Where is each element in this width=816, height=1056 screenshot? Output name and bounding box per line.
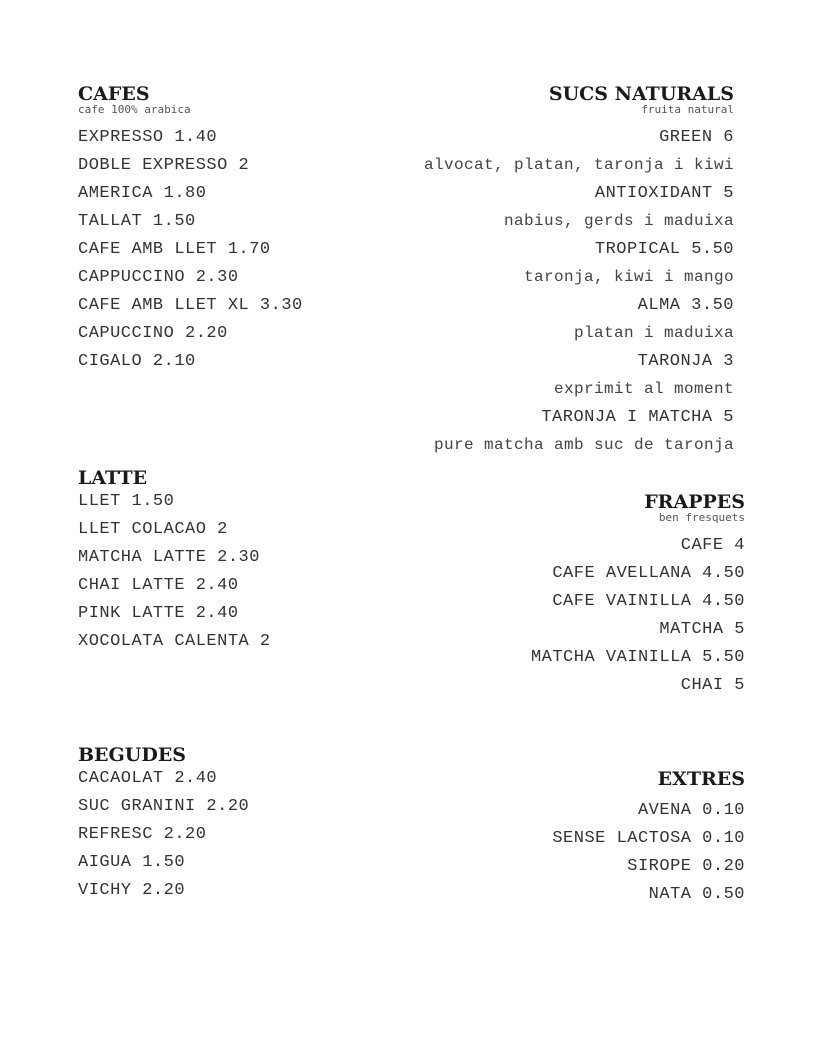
juice-entry: [424, 348, 734, 402]
extres-title: EXTRES: [657, 768, 745, 790]
juice-entry: [424, 236, 734, 290]
sucs-list: [424, 124, 734, 458]
menu-item: MATCHA 5: [659, 620, 745, 639]
menu-item: MATCHA LATTE 2.30: [78, 548, 260, 567]
juice-name: TROPICAL 5.50: [594, 240, 734, 259]
menu-item: CHAI LATTE 2.40: [78, 576, 239, 595]
menu-item: SIROPE 0.20: [627, 857, 745, 876]
menu-item: CACAOLAT 2.40: [78, 769, 218, 788]
juice-entry: [424, 180, 734, 234]
menu-item: SENSE LACTOSA 0.10: [552, 829, 745, 848]
sucs-subtitle: fruita natural: [641, 103, 734, 116]
juice-description: nabius, gerds i maduixa: [503, 212, 734, 230]
begudes-section: [78, 745, 249, 905]
juice-description: alvocat, platan, taronja i kiwi: [423, 156, 734, 174]
latte-list: [78, 488, 271, 656]
menu-item: CAPPUCCINO 2.30: [78, 268, 239, 287]
menu-item: REFRESC 2.20: [78, 825, 207, 844]
menu-item: CAFE AMB LLET XL 3.30: [78, 296, 303, 315]
latte-title: LATTE: [78, 467, 148, 489]
begudes-title: BEGUDES: [78, 744, 187, 766]
menu-item: CAPUCCINO 2.20: [78, 324, 228, 343]
juice-name: GREEN 6: [659, 128, 734, 147]
menu-item: CAFE 4: [680, 536, 745, 555]
menu-item: LLET COLACAO 2: [78, 520, 228, 539]
menu-item: PINK LATTE 2.40: [78, 604, 239, 623]
menu-item: EXPRESSO 1.40: [78, 128, 218, 147]
frappes-title: FRAPPES: [644, 491, 745, 513]
cafes-subtitle: cafe 100% arabica: [78, 103, 191, 116]
frappes-list: [531, 532, 745, 700]
menu-item: AIGUA 1.50: [78, 853, 186, 872]
juice-name: ALMA 3.50: [637, 296, 734, 315]
juice-name: TARONJA I MATCHA 5: [541, 408, 734, 427]
menu-item: CIGALO 2.10: [78, 352, 196, 371]
cafes-title: CAFES: [78, 83, 150, 105]
menu-item: AMERICA 1.80: [78, 184, 207, 203]
cafes-list: [78, 124, 303, 376]
juice-description: exprimit al moment: [553, 380, 734, 398]
juice-description: taronja, kiwi i mango: [523, 268, 734, 286]
menu-item: XOCOLATA CALENTA 2: [78, 632, 271, 651]
menu-item: CHAI 5: [680, 676, 745, 695]
extres-section: [552, 769, 745, 909]
frappes-section: [531, 492, 745, 700]
menu-item: LLET 1.50: [78, 492, 175, 511]
sucs-title: SUCS NATURALS: [548, 83, 734, 105]
juice-name: ANTIOXIDANT 5: [594, 184, 734, 203]
menu-item: CAFE VAINILLA 4.50: [552, 592, 745, 611]
menu-item: MATCHA VAINILLA 5.50: [530, 648, 745, 667]
juice-name: TARONJA 3: [637, 352, 734, 371]
menu-item: TALLAT 1.50: [78, 212, 196, 231]
sucs-naturals-section: [424, 84, 734, 460]
latte-section: [78, 468, 271, 656]
menu-item: CAFE AVELLANA 4.50: [552, 564, 745, 583]
menu-item: DOBLE EXPRESSO 2: [78, 156, 250, 175]
begudes-list: [78, 765, 249, 905]
extres-list: [552, 797, 745, 909]
juice-entry: [424, 404, 734, 458]
menu-item: AVENA 0.10: [637, 801, 745, 820]
menu-item: VICHY 2.20: [78, 881, 186, 900]
menu-item: NATA 0.50: [648, 885, 745, 904]
menu-item: CAFE AMB LLET 1.70: [78, 240, 271, 259]
menu-item: SUC GRANINI 2.20: [78, 797, 250, 816]
juice-description: pure matcha amb suc de taronja: [433, 436, 734, 454]
frappes-subtitle: ben fresquets: [658, 511, 745, 524]
juice-description: platan i maduixa: [573, 324, 734, 342]
cafes-section: [78, 84, 303, 376]
juice-entry: [424, 124, 734, 178]
juice-entry: [424, 292, 734, 346]
